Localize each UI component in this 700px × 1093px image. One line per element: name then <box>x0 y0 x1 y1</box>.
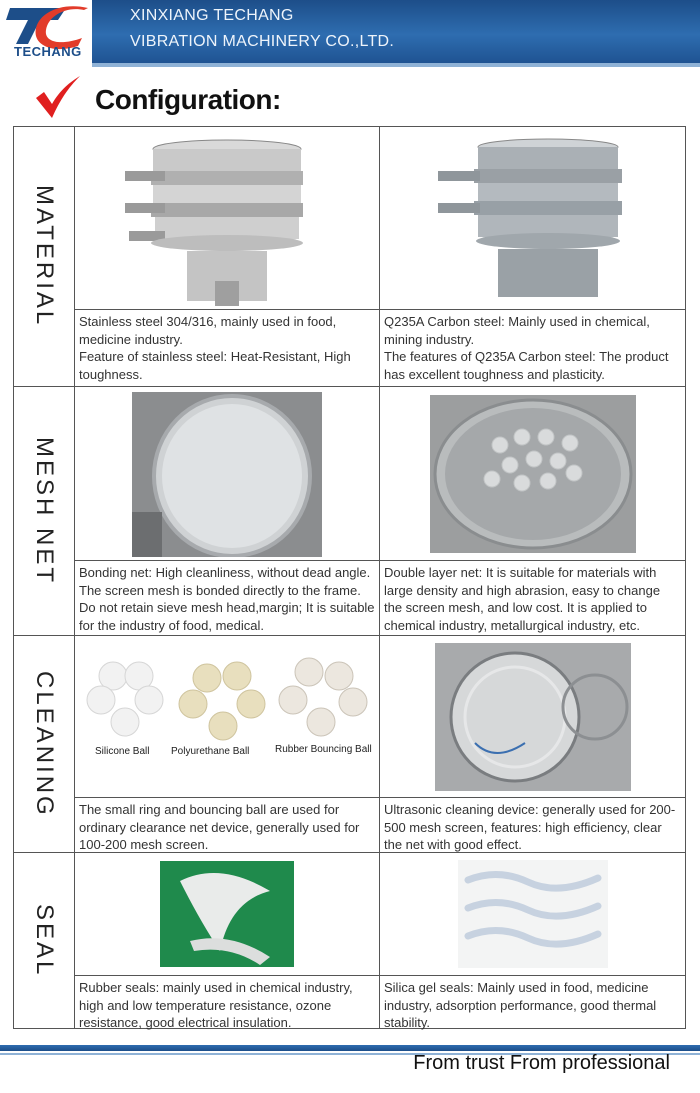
mesh-double-layer-desc <box>380 560 685 635</box>
page-title: Configuration: <box>95 84 281 115</box>
double-layer-net-photo <box>380 387 685 561</box>
mesh-double-layer-cell <box>380 387 685 635</box>
cleaning-ultrasonic-cell <box>380 636 685 852</box>
row-label-cell <box>14 636 75 852</box>
description-text: The small ring and bouncing ball are used for ordinary clearance net device, generally used for 100-200 mesh screen. <box>79 802 360 852</box>
description-text: Stainless steel 304/316, mainly used in food, medicine industry. <box>79 314 337 347</box>
stainless-steel-sieve-photo <box>75 127 379 310</box>
material-carbon-desc <box>380 309 685 386</box>
logo-text: TECHANG <box>14 44 82 59</box>
bonding-net-photo <box>75 387 379 561</box>
table-row-material <box>14 127 685 387</box>
description-text: Feature of stainless steel: Heat-Resistant, High toughness. <box>79 349 351 382</box>
row-label-cleaning: CLEANING <box>31 670 58 818</box>
rubber-seals-photo <box>75 853 379 975</box>
row-label-cell <box>14 127 75 386</box>
seal-rubber-desc <box>75 975 379 1028</box>
row-label-seal: SEAL <box>31 903 58 978</box>
rubber-bouncing-ball-caption: Rubber Bouncing Ball <box>275 744 372 755</box>
footer-slogan: From trust From professional <box>413 1052 670 1074</box>
silica-gel-seals-photo <box>380 853 685 975</box>
material-stainless-cell <box>75 127 380 386</box>
carbon-steel-sieve-photo <box>380 127 685 310</box>
material-carbon-cell <box>380 127 685 386</box>
silicone-ball-caption: Silicone Ball <box>95 746 150 757</box>
material-stainless-desc <box>75 309 379 386</box>
row-label-cell <box>14 387 75 635</box>
row-label-material: MATERIAL <box>31 185 58 328</box>
cleaning-balls-desc <box>75 797 379 852</box>
page-header <box>0 0 700 68</box>
description-text: Rubber seals: mainly used in chemical industry, high and low temperature resistance, ozone resistance, good electrical insulation. <box>79 980 353 1030</box>
seal-silica-cell <box>380 853 685 1028</box>
seal-silica-desc <box>380 975 685 1028</box>
cleaning-ultrasonic-desc <box>380 797 685 852</box>
mesh-bonding-cell <box>75 387 380 635</box>
description-text: Silica gel seals: Mainly used in food, medicine industry, adsorption performance, good thermal stability. <box>384 980 657 1030</box>
description-text: Double layer net: It is suitable for materials with large density and high abrasion, easy to change the screen mesh, and low cost. It is applied to chemical industry, metallurgical industry, etc. <box>384 565 661 633</box>
table-row-mesh-net <box>14 387 685 636</box>
cleaning-balls-photo <box>75 636 379 798</box>
table-row-cleaning <box>14 636 685 853</box>
cleaning-balls-cell <box>75 636 380 852</box>
configuration-table <box>13 126 686 1029</box>
polyurethane-ball-caption: Polyurethane Ball <box>171 746 250 757</box>
company-name-line1: XINXIANG TECHANG <box>130 7 294 24</box>
footer-divider <box>0 1045 700 1051</box>
checkmark-icon <box>34 76 82 120</box>
description-text: Ultrasonic cleaning device: generally used for 200-500 mesh screen, features: high efficiency, clear the net with good effect. <box>384 802 676 852</box>
description-text: Q235A Carbon steel: Mainly used in chemical, mining industry. <box>384 314 650 347</box>
seal-rubber-cell <box>75 853 380 1028</box>
ultrasonic-cleaning-photo <box>380 636 685 798</box>
company-name-line2: VIBRATION MACHINERY CO.,LTD. <box>130 33 395 50</box>
description-text: The features of Q235A Carbon steel: The product has excellent toughness and plasticity. <box>384 349 669 382</box>
description-text: Bonding net: High cleanliness, without dead angle. The screen mesh is bonded directly to the frame. Do not retain sieve mesh head,margin; It is suitable for the industry of food, medical. <box>79 565 375 633</box>
mesh-bonding-desc <box>75 560 379 635</box>
table-row-seal <box>14 853 685 1028</box>
row-label-cell <box>14 853 75 1028</box>
row-label-mesh-net: MESH NET <box>31 436 58 585</box>
